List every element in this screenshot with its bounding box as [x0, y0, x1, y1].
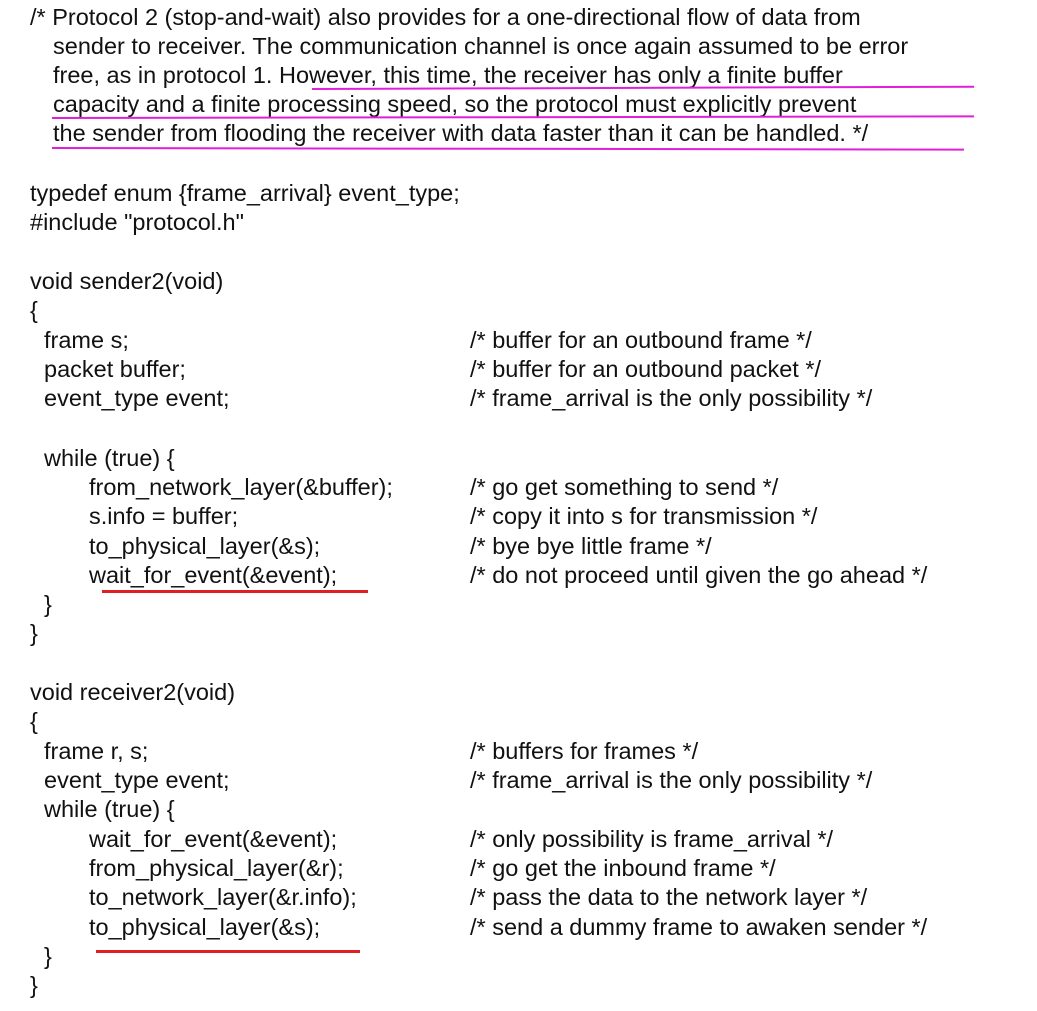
receiver-decl-1-comment: /* buffers for frames */: [470, 738, 699, 764]
receiver-body-4-code: to_physical_layer(&s);: [89, 914, 321, 940]
description-line-3: free, as in protocol 1. However, this time, the receiver has only a finite buffer: [53, 62, 843, 88]
receiver-decl-2-code: event_type event;: [44, 767, 230, 793]
description-line-2: sender to receiver. The communication channel is once again assumed to be error: [53, 33, 909, 59]
sender-close-brace: }: [30, 620, 38, 646]
include-line: #include "protocol.h": [30, 209, 244, 235]
sender-signature: void sender2(void): [30, 268, 224, 294]
sender-decl-1-comment: /* buffer for an outbound frame */: [470, 327, 812, 353]
sender-body-4-code: wait_for_event(&event);: [89, 562, 338, 588]
description-line-5: the sender from flooding the receiver with data faster than it can be handled. */: [53, 120, 869, 146]
sender-body-2-code: s.info = buffer;: [89, 503, 239, 529]
sender-body-1-code: from_network_layer(&buffer);: [89, 474, 393, 500]
receiver-body-3-code: to_network_layer(&r.info);: [89, 884, 357, 910]
sender-decl-3-comment: /* frame_arrival is the only possibility */: [470, 385, 873, 411]
sender-body-3-code: to_physical_layer(&s);: [89, 533, 321, 559]
sender-decl-1-code: frame s;: [44, 327, 129, 353]
sender-open-brace: {: [30, 297, 38, 323]
sender-body-1-comment: /* go get something to send */: [470, 474, 779, 500]
description-line-4: capacity and a finite processing speed, so the protocol must explicitly prevent: [53, 91, 857, 117]
sender-decl-2-code: packet buffer;: [44, 356, 186, 382]
wait-for-event-underline: [102, 590, 368, 593]
receiver-body-2-code: from_physical_layer(&r);: [89, 855, 344, 881]
receiver-while-loop: while (true) {: [44, 796, 175, 822]
receiver-body-2-comment: /* go get the inbound frame */: [470, 855, 776, 881]
highlight-underline-3: [52, 147, 964, 151]
sender-body-2-comment: /* copy it into s for transmission */: [470, 503, 818, 529]
receiver-close-brace: }: [30, 972, 38, 998]
receiver-body-4-comment: /* send a dummy frame to awaken sender */: [470, 914, 928, 940]
receiver-decl-1-code: frame r, s;: [44, 738, 149, 764]
sender-body-3-comment: /* bye bye little frame */: [470, 533, 712, 559]
description-line-1: /* Protocol 2 (stop-and-wait) also provides for a one-directional flow of data from: [30, 4, 861, 30]
sender-decl-2-comment: /* buffer for an outbound packet */: [470, 356, 822, 382]
receiver-body-3-comment: /* pass the data to the network layer */: [470, 884, 868, 910]
receiver-body-1-comment: /* only possibility is frame_arrival */: [470, 826, 834, 852]
receiver-decl-2-comment: /* frame_arrival is the only possibility */: [470, 767, 873, 793]
sender-loop-close: }: [44, 591, 52, 617]
to-physical-layer-underline: [96, 950, 360, 953]
receiver-signature: void receiver2(void): [30, 679, 236, 705]
typedef-line: typedef enum {frame_arrival} event_type;: [30, 180, 460, 206]
sender-decl-3-code: event_type event;: [44, 385, 230, 411]
sender-while-loop: while (true) {: [44, 445, 175, 471]
sender-body-4-comment: /* do not proceed until given the go ahead */: [470, 562, 928, 588]
receiver-body-1-code: wait_for_event(&event);: [89, 826, 338, 852]
receiver-open-brace: {: [30, 708, 38, 734]
receiver-loop-close: }: [44, 943, 52, 969]
